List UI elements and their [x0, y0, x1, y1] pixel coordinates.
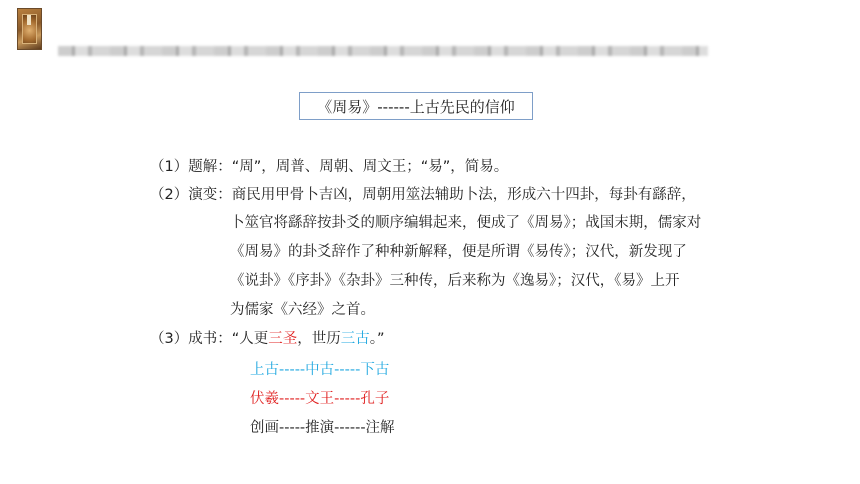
section-heading: [299, 92, 533, 120]
blurred-title-text: [58, 46, 708, 56]
item-title-explanation: （1）题解：“周”，周普、周朝、周文王；“易”，简易。: [150, 159, 509, 175]
item-evolution-cont-4: 为儒家《六经》之首。: [230, 302, 375, 318]
item-composition: [150, 327, 385, 348]
item-evolution-cont-1: 卜筮官将繇辞按卦爻的顺序编辑起来，便成了《周易》；战国末期，儒家对: [230, 215, 702, 231]
item-evolution-cont-2: 《周易》的卦爻辞作了种种新解释，便是所谓《易传》；汉代，新发现了: [230, 244, 687, 260]
book-cover-label: [27, 15, 31, 25]
composition-three-sages: 三圣: [268, 331, 298, 347]
section-heading-text: 《周易》------上古先民的信仰: [317, 97, 515, 116]
composition-three-ages: 三古: [340, 331, 370, 347]
ages-line: 上古-----中古-----下古: [250, 362, 390, 378]
book-cover-thumbnail: [17, 8, 42, 50]
composition-text-a: （3）成书：“人更: [150, 331, 269, 347]
sages-line: 伏羲-----文王-----孔子: [250, 391, 390, 407]
item-evolution-cont-3: 《说卦》《序卦》《杂卦》三种传，后来称为《逸易》；汉代，《易》上开: [230, 273, 680, 289]
composition-text-c: ，世历: [297, 331, 341, 347]
item-evolution: （2）演变：商民用甲骨卜吉凶，周朝用筮法辅助卜法，形成六十四卦，每卦有繇辞，: [150, 187, 696, 203]
works-line: 创画-----推演------注解: [250, 420, 395, 436]
composition-text-e: 。”: [369, 331, 385, 347]
